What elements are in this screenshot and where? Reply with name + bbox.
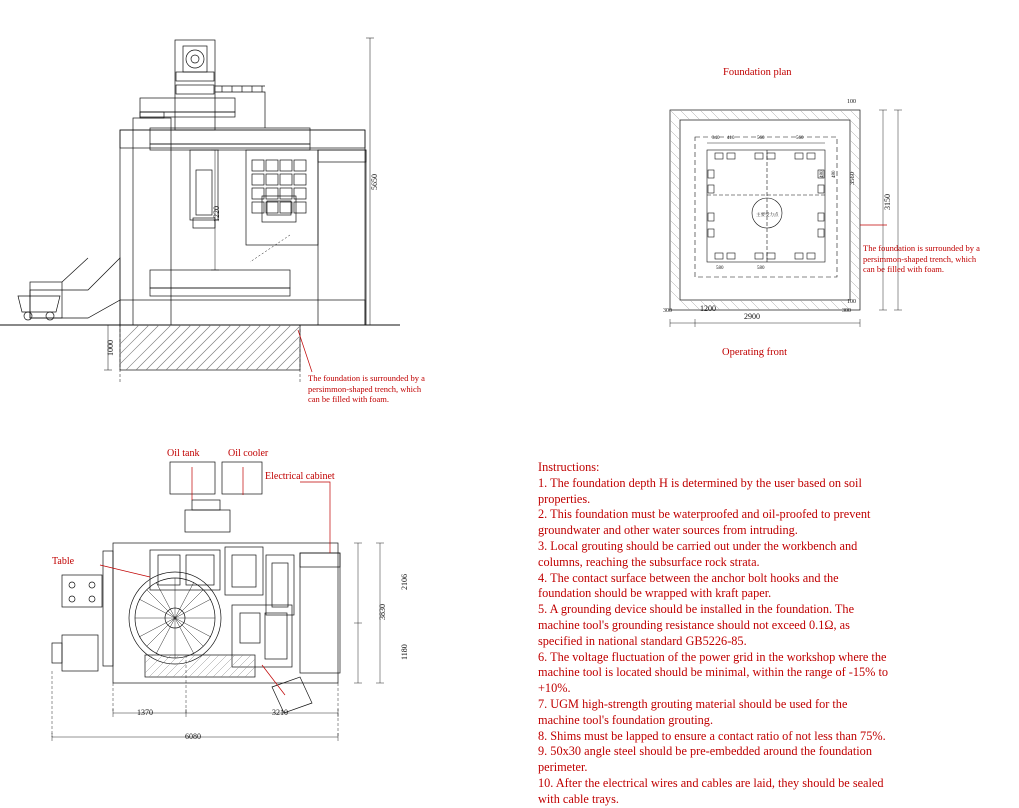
callout-oil-cooler: Oil cooler bbox=[228, 448, 269, 459]
foundation-plan-view bbox=[655, 95, 995, 355]
instruction-item-8: 8. Shims must be lapped to ensure a contact ratio of not less than 75%. bbox=[538, 728, 886, 743]
pv-dim-1180: 1180 bbox=[400, 644, 409, 660]
pv-dim-6080: 6080 bbox=[185, 732, 201, 741]
fp-inner-dim-480: 480 bbox=[820, 170, 825, 178]
operating-front-label: Operating front bbox=[722, 347, 788, 358]
fp-inner-dim-580: 580 bbox=[716, 266, 724, 271]
instruction-item-6: 6. The voltage fluctuation of the power grid in the workshop where the machine tool is located should be minimal, within the range of -15% to +10%. bbox=[538, 649, 889, 696]
instruction-item-10: 10. After the electrical wires and cables are laid, they should be sealed with cable trays. bbox=[538, 775, 884, 806]
instruction-item-5: 5. A grounding device should be installed in the foundation. The machine tool's grounding resistance should not exceed 0.1Ω, as specified in national standard GB5226-85. bbox=[538, 602, 855, 648]
callout-table: Table bbox=[52, 556, 75, 567]
fp-dim-1200: 1200 bbox=[700, 304, 716, 313]
pv-dim-2106: 2106 bbox=[400, 574, 409, 590]
machine-plan-view bbox=[0, 455, 470, 775]
fp-inner-dim-560b: 560 bbox=[796, 136, 804, 141]
fp-dim-300-right: 300 bbox=[842, 308, 851, 314]
dim-5650: 5650 bbox=[370, 174, 379, 190]
instruction-item-7: 7. UGM high-strength grouting material should be used for the machine tool's foundation grouting. bbox=[538, 696, 848, 727]
fp-dim-3560: 3560 bbox=[849, 172, 856, 185]
fp-dim-2900: 2900 bbox=[744, 312, 760, 321]
fp-inner-dim-410: 410 bbox=[727, 136, 735, 141]
instructions-title: Instructions: bbox=[538, 460, 600, 474]
instruction-item-4: 4. The contact surface between the anchor bolt hooks and the foundation should be wrapped with kraft paper. bbox=[538, 570, 839, 601]
dim-1220: 1220 bbox=[212, 206, 221, 222]
instruction-item-2: 2. This foundation must be waterproofed and oil-proofed to prevent groundwater and other water sources from intruding. bbox=[538, 507, 871, 538]
pv-dim-3830: 3830 bbox=[378, 604, 387, 620]
instruction-item-1: 1. The foundation depth H is determined by the user based on soil properties. bbox=[538, 475, 862, 506]
fp-inner-dim-480b: 480 bbox=[832, 170, 837, 178]
dim-1000: 1000 bbox=[106, 340, 115, 356]
fp-dim-100-bottom: 100 bbox=[847, 299, 856, 305]
front-trench-note: The foundation is surrounded by a persimmon-shaped trench, which can be filled with foam. bbox=[308, 373, 425, 405]
plan-trench-note: The foundation is surrounded by a persimmon-shaped trench, which can be filled with foam. bbox=[863, 243, 980, 275]
fp-dim-3150: 3150 bbox=[883, 194, 892, 210]
callout-electrical-cabinet: Electrical cabinet bbox=[265, 471, 335, 482]
instruction-item-9: 9. 50x30 angle steel should be pre-embedded around the foundation perimeter. bbox=[538, 744, 872, 775]
fp-dim-100-top: 100 bbox=[847, 99, 856, 105]
pv-dim-3210: 3210 bbox=[272, 708, 288, 717]
fp-inner-dim-560: 560 bbox=[757, 136, 765, 141]
instructions-block bbox=[538, 460, 890, 808]
instruction-item-3: 3. Local grouting should be carried out under the workbench and columns, reaching the subsurface rock strata. bbox=[538, 538, 858, 569]
fp-inner-dim-580b: 580 bbox=[757, 266, 765, 271]
callout-oil-tank: Oil tank bbox=[167, 448, 200, 459]
fp-dim-300-left: 300 bbox=[663, 308, 672, 314]
foundation-plan-title: Foundation plan bbox=[723, 67, 792, 78]
fp-center-note: 主要受力点 bbox=[756, 212, 779, 217]
pv-dim-1370: 1370 bbox=[137, 708, 153, 717]
fp-inner-dim-340: 340 bbox=[712, 136, 720, 141]
front-elevation-view bbox=[0, 0, 520, 430]
